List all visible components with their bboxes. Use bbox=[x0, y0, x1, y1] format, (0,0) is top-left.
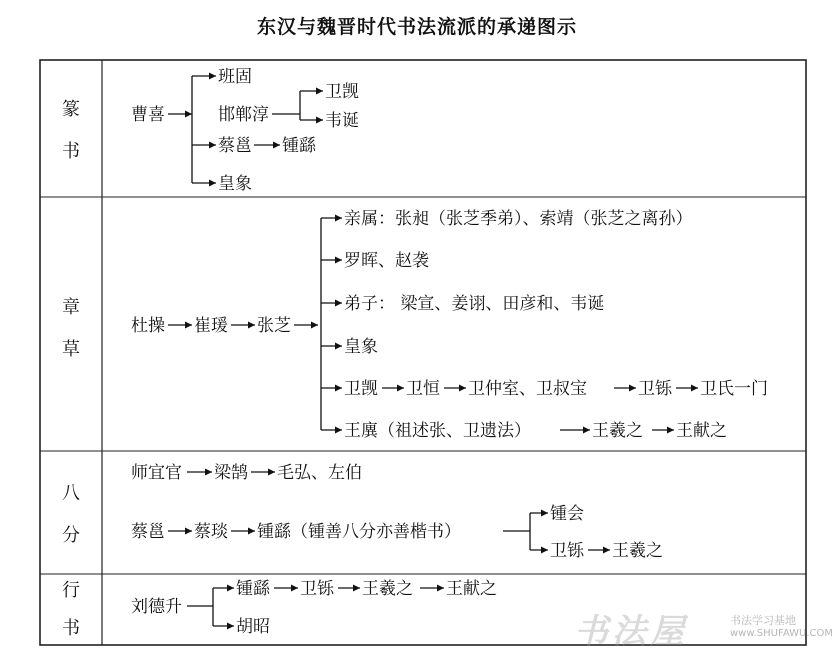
node-wangxianzhi-xing: 王献之 bbox=[446, 579, 497, 599]
watermark-site: 书法学习基地 bbox=[730, 614, 796, 627]
node-caiyong-bafen: 蔡邕 bbox=[131, 522, 165, 542]
node-wangxizhi-bafen: 王羲之 bbox=[612, 541, 663, 561]
node-wangxianzhi-zhang: 王献之 bbox=[676, 421, 727, 441]
category-xing-char-2: 书 bbox=[62, 618, 80, 639]
node-wangxizhi-xing: 王羲之 bbox=[362, 579, 413, 599]
node-zhongyao-1: 锺繇 bbox=[282, 136, 316, 156]
node-zhongyao-2: 锺繇（锺善八分亦善楷书） bbox=[257, 522, 461, 542]
branch-disciples: 弟子： 梁宣、姜诩、田彦和、韦诞 bbox=[344, 294, 605, 314]
node-weiheng: 卫恒 bbox=[406, 379, 440, 399]
node-weiji-1: 卫觊 bbox=[325, 82, 359, 102]
node-huzhao: 胡昭 bbox=[236, 617, 270, 637]
category-xing-char-1: 行 bbox=[62, 580, 80, 601]
branch-huangxiang: 皇象 bbox=[344, 337, 378, 357]
node-handanchun: 邯郸淳 bbox=[218, 105, 269, 125]
node-weishuo-bafen: 卫铄 bbox=[550, 541, 584, 561]
node-caiyong-zhuan: 蔡邕 bbox=[218, 136, 252, 156]
category-zhuan-char-1: 篆 bbox=[62, 99, 80, 120]
node-wangyi: 王廙（祖述张、卫遗法） bbox=[344, 421, 531, 441]
node-caoxi: 曹喜 bbox=[131, 105, 165, 125]
section-zhang bbox=[131, 209, 768, 441]
node-wangxizhi-zhang: 王羲之 bbox=[592, 421, 643, 441]
node-lianghu: 梁鹄 bbox=[214, 463, 248, 483]
branch-luohui: 罗晖、赵袭 bbox=[344, 251, 429, 271]
node-weiji-2: 卫觊 bbox=[344, 379, 378, 399]
watermark-url: www.SHUFAWU.COM bbox=[730, 628, 833, 639]
node-weizhongshi: 卫仲室、卫叔宝 bbox=[468, 379, 587, 399]
category-zhang-char-2: 草 bbox=[62, 339, 80, 360]
table-frame bbox=[40, 60, 806, 645]
category-zhang-char-1: 章 bbox=[62, 297, 80, 318]
node-bangu: 班固 bbox=[218, 67, 252, 87]
node-caiyan: 蔡琰 bbox=[194, 522, 228, 542]
node-zhongyao-3: 锺繇 bbox=[236, 579, 270, 599]
watermark-logo: 书法屋 bbox=[574, 612, 688, 652]
node-liudesheng: 刘德升 bbox=[131, 597, 182, 617]
section-xing bbox=[131, 579, 497, 637]
category-zhuan-char-2: 书 bbox=[62, 141, 80, 162]
node-zhonghui: 锺会 bbox=[550, 504, 584, 524]
node-cuiyuan: 崔瑗 bbox=[194, 316, 228, 336]
watermark bbox=[574, 604, 834, 654]
node-maohong: 毛弘、左伯 bbox=[277, 463, 362, 483]
category-bafen-char-2: 分 bbox=[62, 525, 80, 546]
node-weishi-family: 卫氏一门 bbox=[700, 379, 768, 399]
node-weishuo-xing: 卫铄 bbox=[300, 579, 334, 599]
node-ducao: 杜操 bbox=[131, 316, 165, 336]
section-bafen bbox=[131, 462, 663, 561]
diagram-title: 东汉与魏晋时代书法流派的承递图示 bbox=[256, 16, 577, 38]
node-weishuo-zhang: 卫铄 bbox=[638, 379, 672, 399]
category-bafen-char-1: 八 bbox=[62, 483, 80, 504]
branch-relatives: 亲属：张昶（张芝季弟）、索靖（张芝之离孙） bbox=[344, 209, 693, 229]
node-zhangzhi: 张芝 bbox=[257, 316, 291, 336]
node-weidan-1: 韦诞 bbox=[325, 111, 359, 131]
node-shiyiguan: 师宜官 bbox=[131, 463, 182, 483]
section-zhuan bbox=[131, 67, 359, 194]
node-huangxiang-1: 皇象 bbox=[218, 174, 252, 194]
